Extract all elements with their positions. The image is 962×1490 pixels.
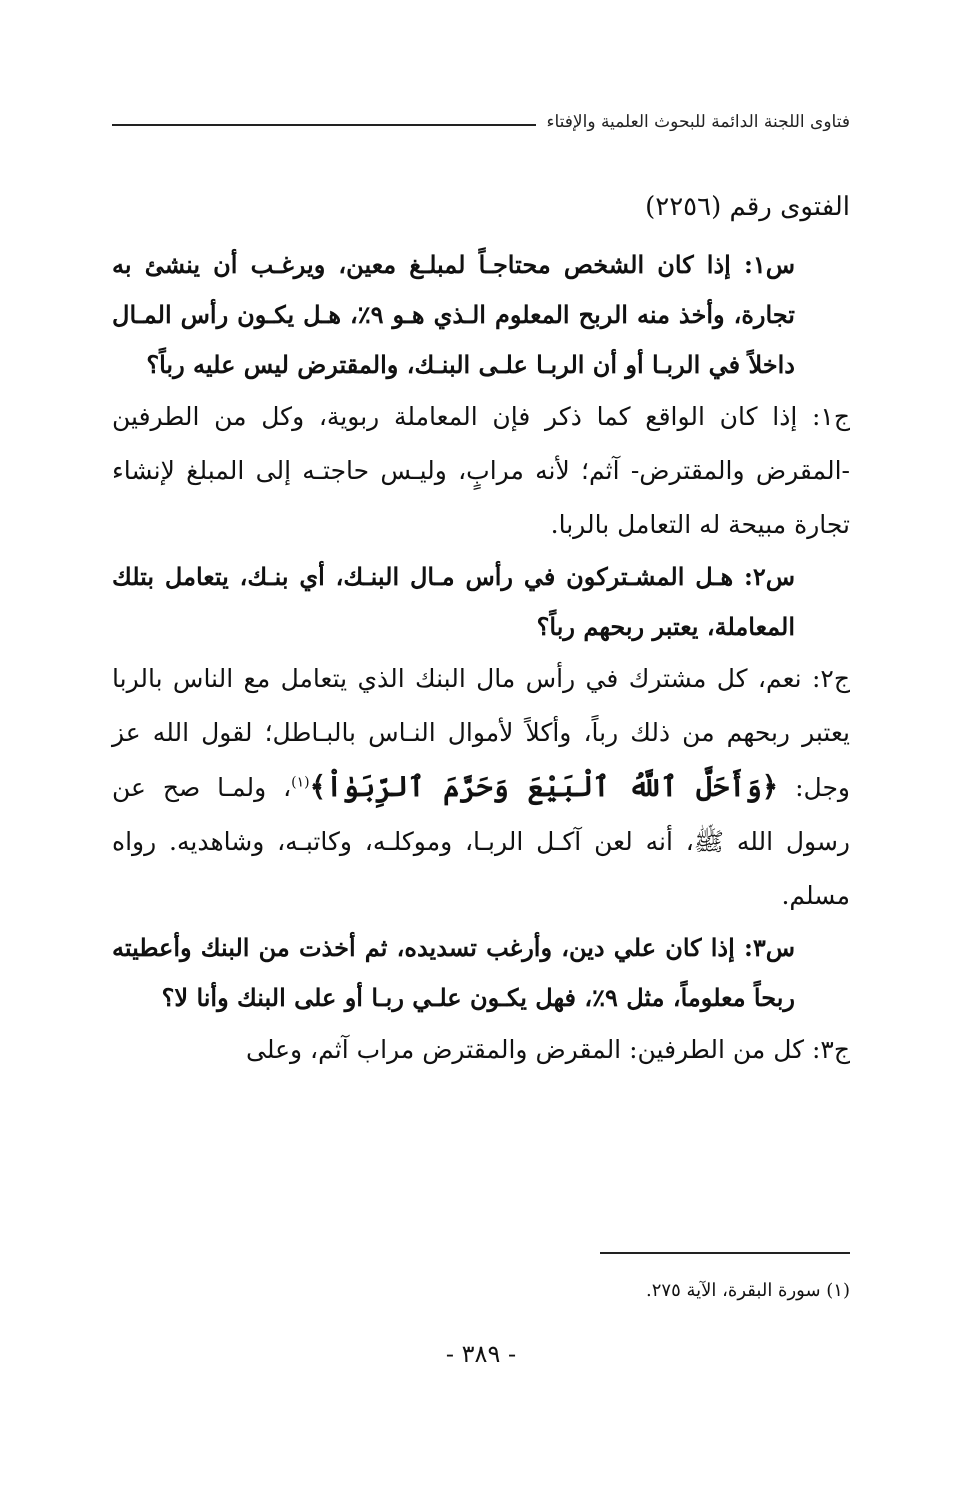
running-title: فتاوى اللجنة الدائمة للبحوث العلمية والإفتاء: [546, 112, 850, 132]
page-number: - ٣٨٩ -: [445, 1340, 517, 1368]
question-3: س٣: إذا كان علي دين، وأرغب تسديده، ثم أخذت من البنك وأعطيته ربحاً معلوماً، مثل ٩٪، فهل يكـون علـي ربـا أو على البنك وأنا لا؟: [112, 933, 795, 1012]
fatwa-title: الفتوى رقم (٢٢٥٦): [645, 192, 850, 222]
footnote: (١) سورة البقرة، الآية ٢٧٥.: [646, 1280, 850, 1301]
answer-1: ج١: إذا كان الواقع كما ذكر فإن المعاملة ربوية، وكل من الطرفين -المقرض والمقترض- آثم؛ لأنه مرابٍ، وليـس حاجتـه إلى المبلغ لإنشاء تجارة مبيحة له التعامل بالربا.: [112, 402, 850, 539]
footnote-divider: [600, 1252, 850, 1254]
answer-2: [112, 652, 850, 923]
answer-2-part2: ، ولمـا صح عن رسول الله ﷺ، أنه لعن آكـل الربـا، وموكلـه، وكاتبـه، وشاهديه. رواه مسلم.: [112, 773, 850, 910]
header-rule: [112, 124, 536, 126]
answer-2-part1: ج٢: نعم، كل مشترك في رأس مال البنك الذي يتعامل مع الناس بالربا يعتبر ربحهم من ذلك رباً، وأكلاً لأموال النـاس بالبـاطل؛ لقول الله عز وجل:: [112, 664, 850, 802]
answer-3: ج٣: كل من الطرفين: المقرض والمقترض مراب آثم، وعلى: [245, 1035, 850, 1064]
running-header: [112, 112, 850, 132]
question-2: س٢: هـل المشـتركون في رأس مـال البنـك، أي بنـك، يتعامل بتلك المعاملة، يعتبر ربحهم رباً؟: [112, 562, 795, 641]
main-content: [112, 180, 850, 1077]
quran-verse: ﴿وَأَحَلَّ ٱللَّهُ ٱلْبَيْعَ وَحَرَّمَ ٱلرِّبَوٰاْ﴾: [309, 770, 779, 803]
question-1: س١: إذا كان الشخص محتاجـاً لمبلـغ معين، ويرغـب أن ينشئ به تجارة، وأخذ منه الربح المعلوم الـذي هـو ٩٪، هـل يكـون رأس المـال داخلاً في الربـا أو أن الربـا علـى البنـك، والمقترض ليس عليه رباً؟: [112, 250, 796, 379]
footnote-ref: (١): [291, 774, 310, 791]
